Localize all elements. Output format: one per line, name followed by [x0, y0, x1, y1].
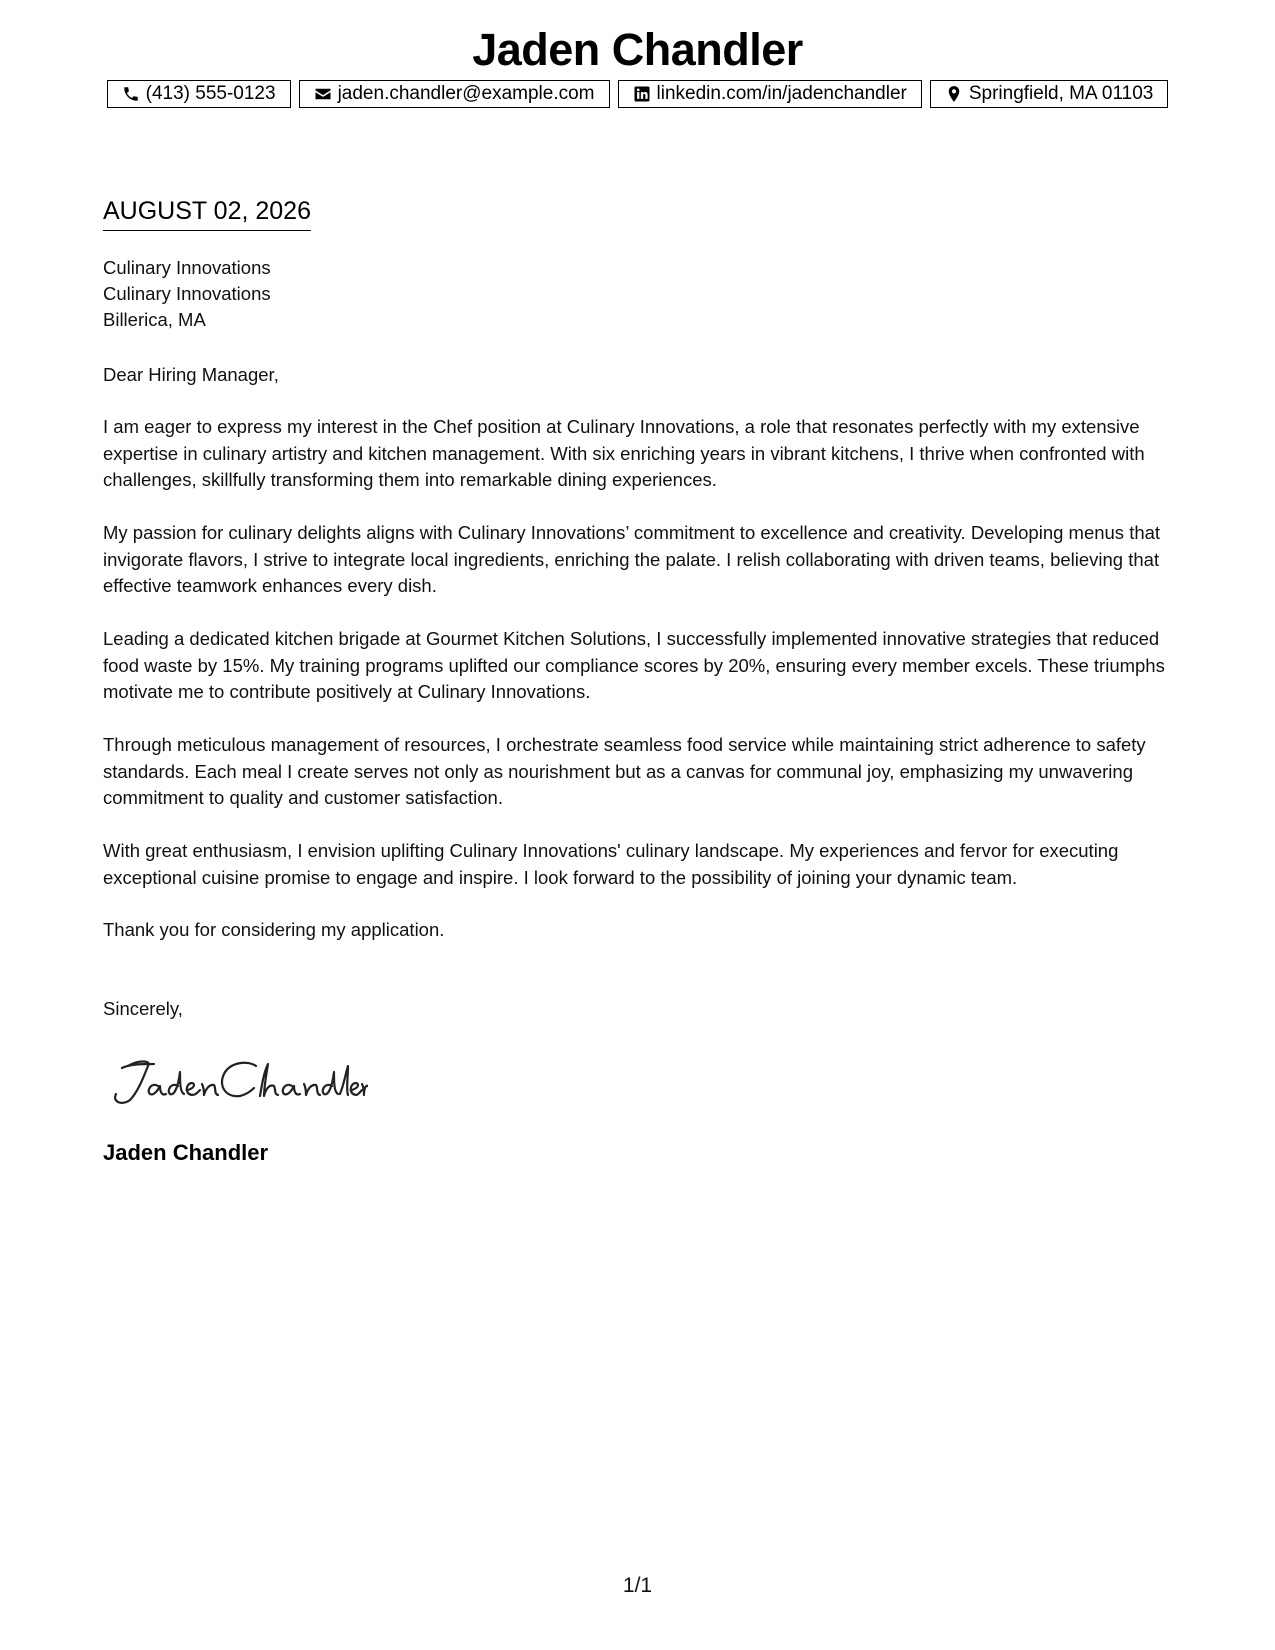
body-paragraph: Through meticulous management of resources, I orchestrate seamless food service while maintaining strict adherence to safety standards. Each meal I create serves not only as nourishment but as a canvas for communal joy, emphasizing my unwavering commitment to quality and customer satisfaction.	[103, 734, 1146, 808]
handwritten-signature	[108, 1052, 368, 1112]
body-paragraph: With great enthusiasm, I envision uplifting Culinary Innovations' culinary landscape. My experiences and fervor for executing exceptional cuisine promise to engage and inspire. I look forward to the possibility of joining your dynamic team.	[103, 840, 1119, 888]
salutation: Dear Hiring Manager,	[103, 364, 279, 385]
contact-bar	[0, 80, 1275, 108]
contact-email[interactable]	[299, 80, 610, 108]
letter-date: AUGUST 02, 2026	[103, 194, 311, 231]
thanks-line: Thank you for considering my application.	[103, 919, 445, 940]
location-text: Springfield, MA 01103	[968, 83, 1154, 104]
recipient-line: Culinary Innovations	[103, 283, 271, 304]
linkedin-icon	[633, 85, 651, 103]
envelope-icon	[314, 85, 332, 103]
closing-line: Sincerely,	[103, 998, 183, 1019]
body-paragraph: Leading a dedicated kitchen brigade at Gourmet Kitchen Solutions, I successfully implemented innovative strategies that reduced food waste by 15%. My training programs uplifted our compliance scores by 20%, ensuring every member excels. These triumphs motivate me to contribute positively at Culinary Innovations.	[103, 628, 1165, 702]
phone-text: (413) 555-0123	[145, 83, 276, 104]
recipient-line: Billerica, MA	[103, 309, 206, 330]
contact-phone[interactable]	[107, 80, 291, 108]
applicant-name: Jaden Chandler	[472, 24, 803, 75]
recipient-address	[103, 255, 1183, 333]
page-number: 1/1	[622, 1574, 653, 1597]
contact-location	[930, 80, 1169, 108]
body-paragraph: I am eager to express my interest in the Chef position at Culinary Innovations, a role that resonates perfectly with my extensive expertise in culinary artistry and kitchen management. With six enriching years in vibrant kitchens, I thrive when confronted with challenges, skillfully transforming them into remarkable dining experiences.	[103, 416, 1145, 490]
signer-name: Jaden Chandler	[103, 1140, 269, 1165]
recipient-line: Culinary Innovations	[103, 257, 271, 278]
email-text: jaden.chandler@example.com	[337, 83, 595, 104]
map-marker-icon	[945, 85, 963, 103]
linkedin-text: linkedin.com/in/jadenchandler	[656, 83, 907, 104]
phone-icon	[122, 85, 140, 103]
body-paragraph: My passion for culinary delights aligns with Culinary Innovations’ commitment to excellence and creativity. Developing menus that invigorate flavors, I strive to integrate local ingredients, enriching the palate. I relish collaborating with driven teams, believing that effective teamwork enhances every dish.	[103, 522, 1161, 596]
contact-linkedin[interactable]	[618, 80, 922, 108]
